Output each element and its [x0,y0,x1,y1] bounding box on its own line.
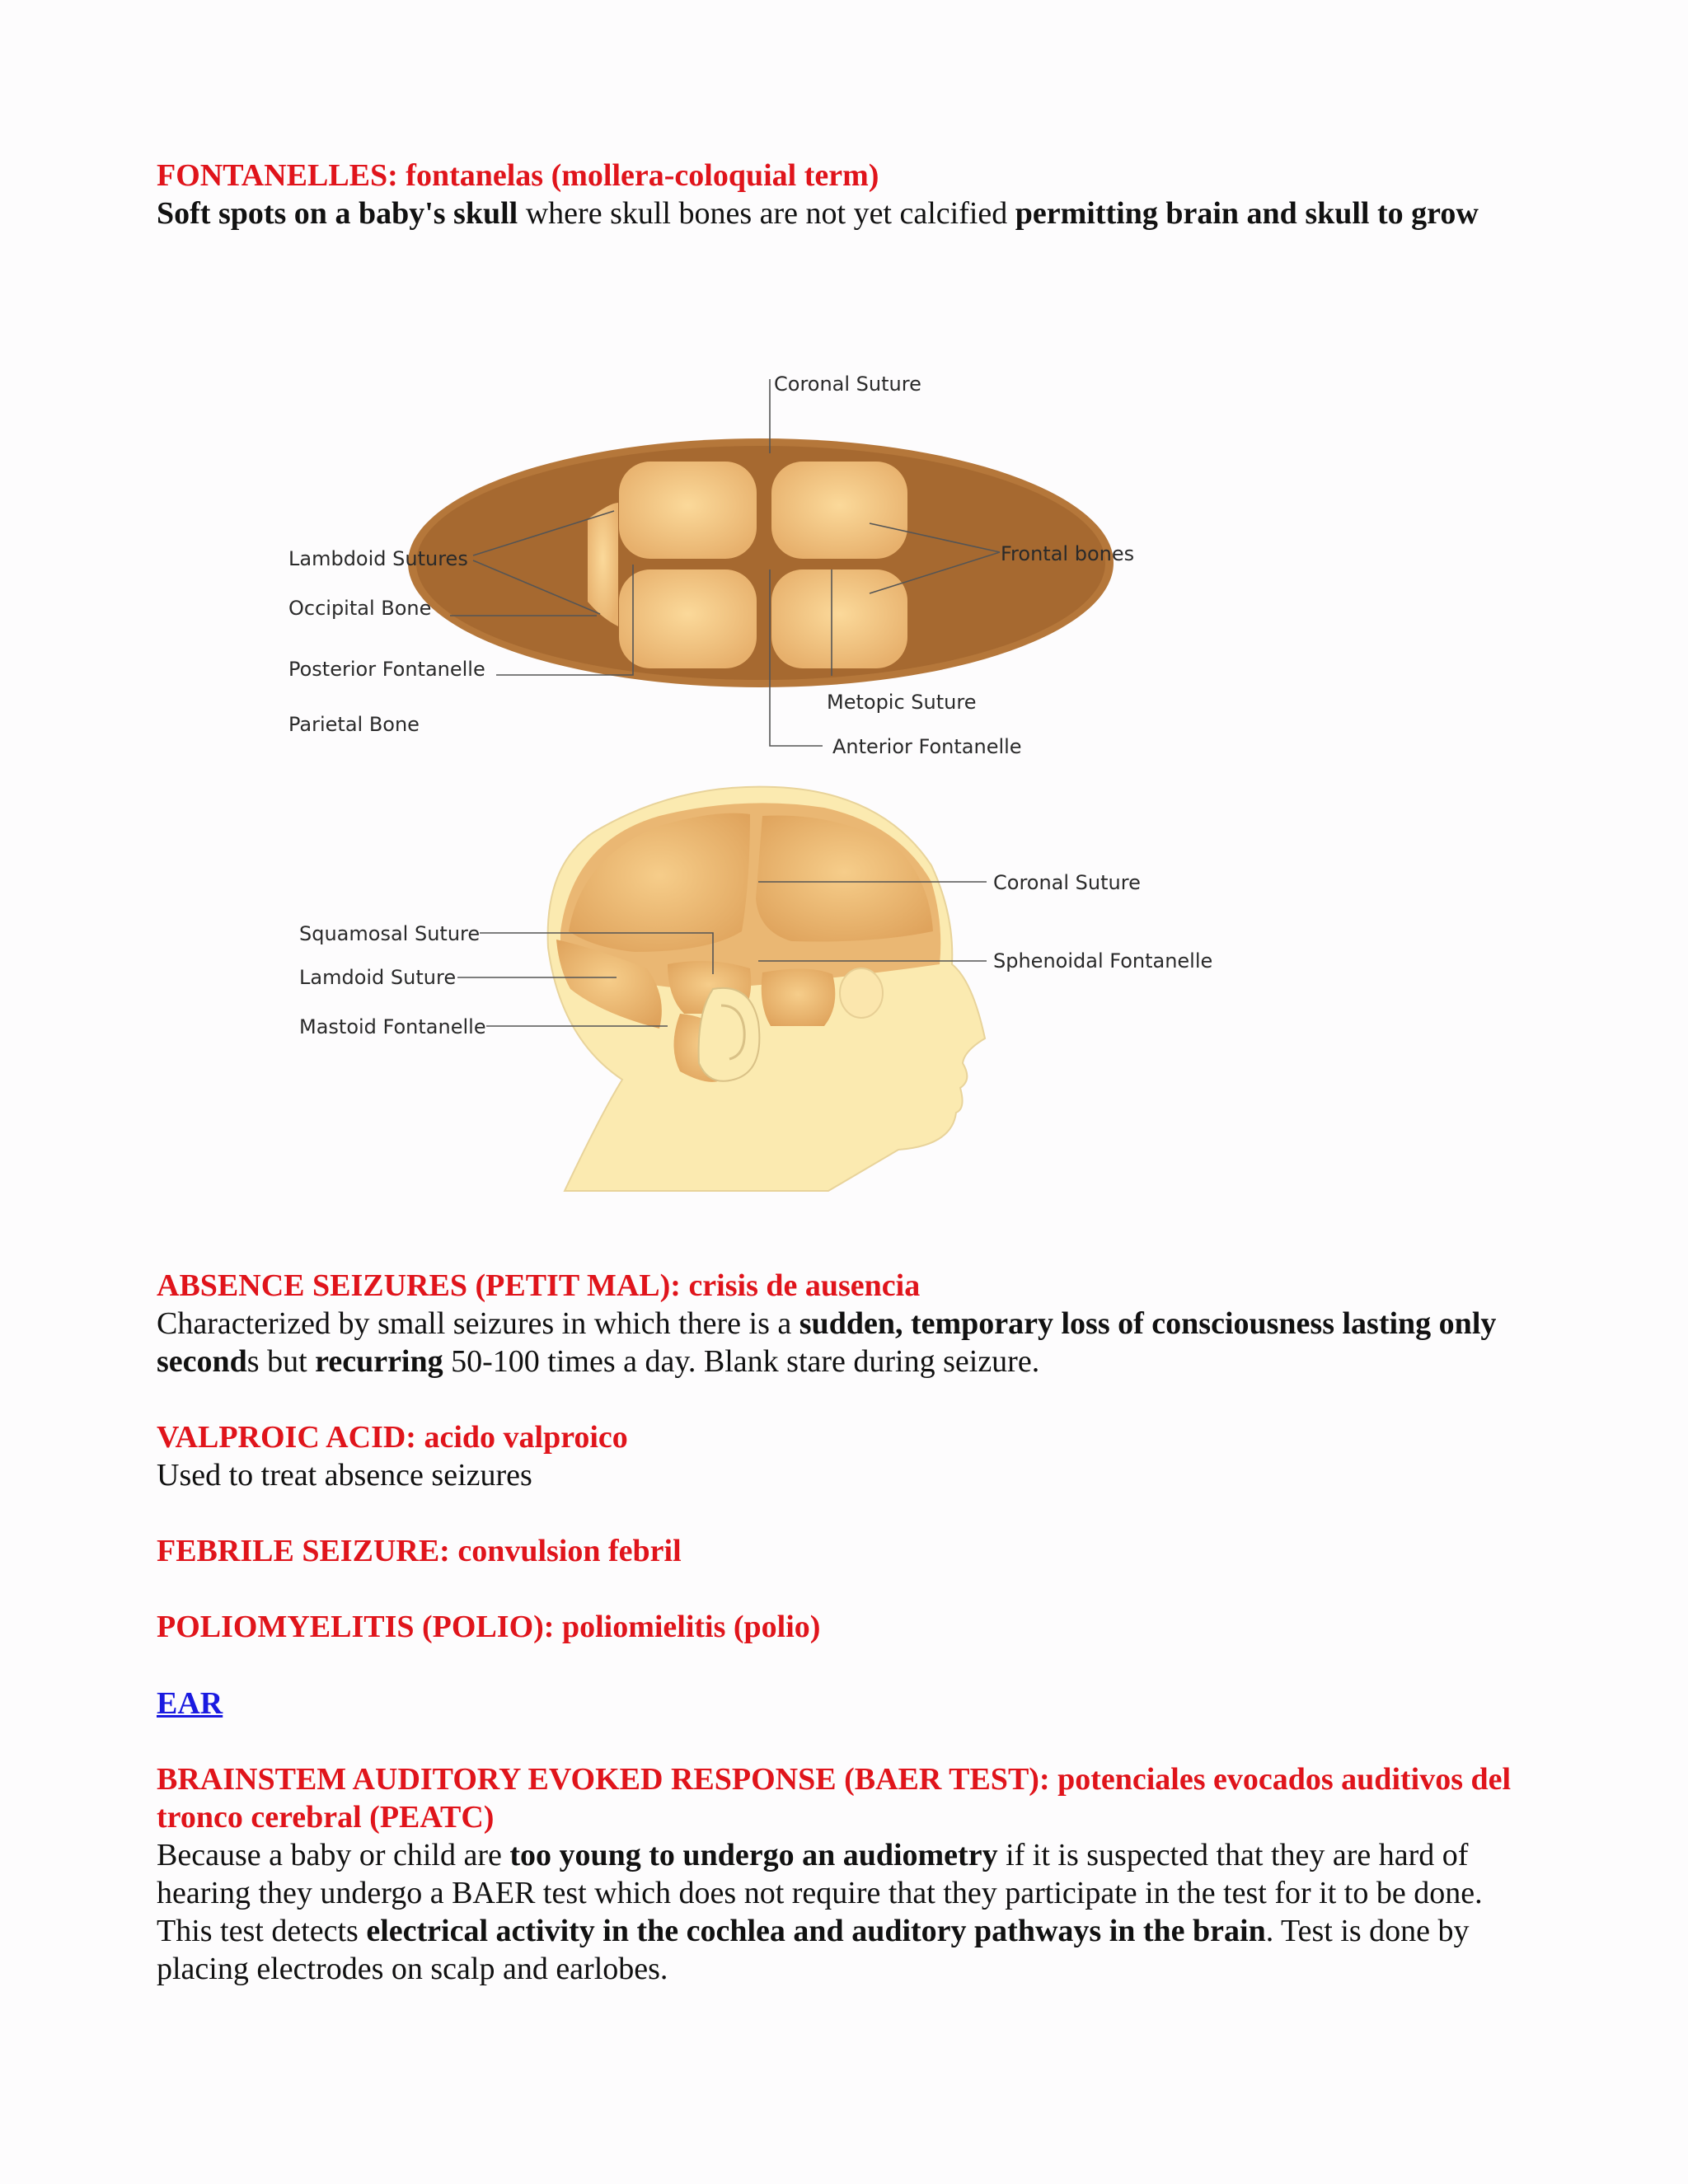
fontanelles-section [157,157,1541,232]
label-squamosal-suture: Squamosal Suture [299,922,481,945]
fontanelles-description: Soft spots on a baby's skull where skull bones are not yet calcified permitting brain and skull to grow [157,196,1479,231]
febrile-seizure-section [157,1532,1541,1570]
label-anterior-fontanelle: Anterior Fontanelle [832,735,1022,758]
baer-test-section [157,1760,1541,1988]
label-posterior-fontanelle: Posterior Fontanelle [288,658,485,681]
label-coronal-suture-side: Coronal Suture [993,871,1141,894]
polio-heading: POLIOMYELITIS (POLIO): poliomielitis (polio) [157,1610,821,1644]
ear-link[interactable]: EAR [157,1686,223,1721]
skull-figure [247,354,1319,1220]
febrile-seizure-heading: FEBRILE SEIZURE: convulsion febril [157,1534,682,1568]
fontanelles-heading: FONTANELLES: fontanelas (mollera-coloquial term) [157,158,879,193]
label-metopic-suture: Metopic Suture [827,691,977,714]
fontanelles-illustration [247,354,1319,1220]
label-mastoid-fontanelle: Mastoid Fontanelle [299,1015,486,1038]
label-lambdoid-sutures: Lambdoid Sutures [288,547,468,570]
label-frontal-bones: Frontal bones [1001,542,1135,565]
absence-seizures-heading: ABSENCE SEIZURES (PETIT MAL): crisis de ausencia [157,1268,921,1303]
label-lamdoid-suture: Lamdoid Suture [299,966,457,989]
ear-section [157,1685,1541,1722]
valproic-acid-heading: VALPROIC ACID: acido valproico [157,1420,628,1455]
label-sphenoidal-fontanelle: Sphenoidal Fontanelle [993,949,1213,972]
absence-seizures-section [157,1267,1541,1380]
absence-seizures-description: Characterized by small seizures in which there is a sudden, temporary loss of consciousness lasting only seconds but recurring 50-100 times a day. Blank stare during seizure. [157,1306,1497,1379]
label-parietal-bone: Parietal Bone [288,713,420,736]
skull-side-view [548,787,985,1191]
baer-test-heading: BRAINSTEM AUDITORY EVOKED RESPONSE (BAER TEST): potenciales evocados auditivos del tronco cerebral (PEATC) [157,1762,1512,1835]
valproic-acid-section [157,1418,1541,1494]
label-occipital-bone: Occipital Bone [288,597,432,620]
baer-test-description: Because a baby or child are too young to undergo an audiometry if it is suspected that they are hard of hearing they undergo a BAER test which does not require that they participate in the test for it to be done. This test detects electrical activity in the cochlea and auditory pathways in the brain. Test is done by placing electrodes on scalp and earlobes. [157,1838,1483,1986]
valproic-acid-description: Used to treat absence seizures [157,1458,532,1493]
polio-section [157,1608,1541,1646]
label-coronal-suture-top: Coronal Suture [774,373,921,396]
